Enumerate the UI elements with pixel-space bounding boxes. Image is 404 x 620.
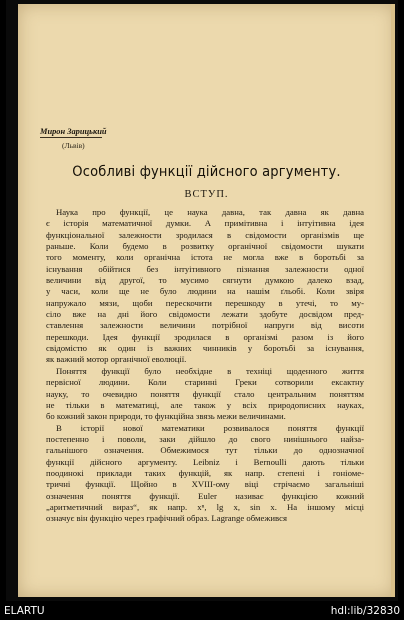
article-title: Особливі функції дійсного аргументу. xyxy=(72,164,341,180)
page-edge xyxy=(391,4,395,597)
text-line: величини від другої, то мусимо сягнути думкою далеко взад, xyxy=(46,275,364,286)
footer-handle: hdl:lib/32830 xyxy=(330,605,400,617)
text-line: В історії нової математики розвивалося поняття функції xyxy=(56,422,364,433)
text-line: у часи, коли ще не було людини на нашім ґльобі. Коли звіря xyxy=(46,286,364,297)
text-line: бо кожний закон природи, то функційна звязь межи величинами. xyxy=(46,411,286,422)
footer-brand: ELARTU xyxy=(4,605,45,617)
scanned-page xyxy=(18,4,395,597)
text-line: як важний мотор органічної еволюції. xyxy=(46,354,187,365)
scan-frame xyxy=(6,0,398,601)
text-line: функціональної залежности зродилася в свідомости організмів ще xyxy=(46,229,364,240)
author-name: Мирон Зарицький xyxy=(40,127,107,136)
article-body xyxy=(46,207,364,525)
text-line: поодинокі приклади таких функцій, як напр. степені і гоніоме- xyxy=(46,467,364,478)
text-line: означує він функцію через графічний образ. Lagrange обмежився xyxy=(46,513,287,524)
text-line: функції дійсного аргументу. Leibniz і Bernoulli дають тільки xyxy=(46,456,364,467)
text-line: раньше. Коли будемо в розвитку органічної свідомости шукати xyxy=(46,241,364,252)
text-line: Поняття функції було необхідне в техніці щоденного життя xyxy=(56,365,364,376)
text-line: „аритметичний вираз“, як напр. xⁿ, lg x, sin x. На іншому місці xyxy=(46,501,364,512)
text-line: того моменту, коли органічна істота не могла вже в боротьбі за xyxy=(46,252,364,263)
author-city: (Львів) xyxy=(62,141,85,150)
text-line: є історія математичної думки. А примітивна і інтуітивна ідея xyxy=(46,218,364,229)
section-heading: ВСТУП. xyxy=(184,189,229,200)
text-line: напружало мязи, щоби перескочити перешкоду в утечі, то му- xyxy=(46,297,364,308)
text-line: існування обійтися без інтуітивного пізнання залежности одної xyxy=(46,263,364,274)
text-line: не тільки в математиці, але також у всіх природописних науках, xyxy=(46,399,364,410)
text-line: перешкоди. Ідея функції зродилася в організмі разом із його xyxy=(46,331,364,342)
text-line: свідомістю як один із важних чинників у боротьбі за існування, xyxy=(46,343,364,354)
viewer-footer xyxy=(0,603,404,620)
text-line: постепенно і поволи, заки дійшло до свого нинішнього найза- xyxy=(46,433,364,444)
text-line: ставлення залежности величини потрібної напруги від висоти xyxy=(46,320,364,331)
text-line: тричні функції. Щойно в XVIII-ому віці стрічаємо загальніші xyxy=(46,479,364,490)
author-underline xyxy=(40,137,102,138)
text-line: означення поняття функції. Euler називає функцією кожний xyxy=(46,490,364,501)
text-line: науку, то очевидно поняття функції стало центральним поняттям xyxy=(46,388,364,399)
text-line: сіло вже на дні його свідомости лежати здобуте досвідом пред- xyxy=(46,309,364,320)
text-line: первісної людини. Коли старинні Греки сотворили ексактну xyxy=(46,377,364,388)
text-line: Наука про функції, це наука давна, так давна як давна xyxy=(56,207,364,217)
text-line: гальнішого означення. Обмежимося тут тільки до однозначної xyxy=(46,445,364,456)
